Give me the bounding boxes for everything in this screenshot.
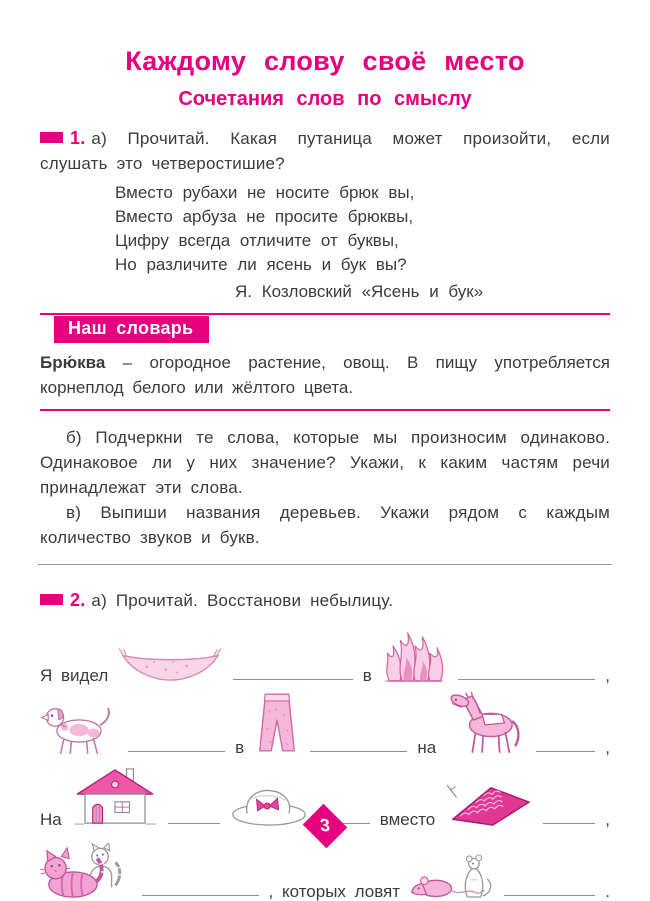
line2-text: на	[417, 738, 437, 757]
mice-illustration	[410, 853, 494, 899]
exercise2-number: 2.	[70, 590, 86, 610]
horse-illustration	[446, 691, 526, 755]
exercise1-number: 1.	[70, 128, 86, 148]
lake-illustration	[118, 643, 223, 683]
line3-text: На	[40, 810, 62, 829]
task-marker	[40, 132, 63, 143]
poem-attribution: Я. Козловский «Ясень и бук»	[235, 282, 484, 301]
poem-line: Вместо арбуза не просите брюквы,	[115, 207, 414, 226]
answer-blank	[128, 751, 225, 752]
section-divider	[38, 564, 612, 565]
exercise2-task-a	[40, 588, 610, 613]
answer-blank	[233, 679, 353, 680]
dictionary-definition: – огородное растение, овощ. В пищу употребляется корнеплод белого или жёлтого цвета.	[40, 353, 610, 397]
poem-line: Цифру всегда отличите от буквы,	[115, 231, 399, 250]
poem-line: Вместо рубахи не носите брюк вы,	[115, 183, 415, 202]
dog-illustration	[40, 705, 118, 755]
answer-blank	[458, 679, 595, 680]
page-number: 3	[319, 815, 331, 836]
exercise2-task-a-text: а) Прочитай. Восстанови небылицу.	[91, 591, 394, 610]
exercise1-task-b: б) Подчеркни те слова, которые мы произносим одинаково. Одинаковое ли у них значение? Укажи, к каким частям речи принадлежат эти слова.	[40, 428, 610, 497]
line3-text: ,	[605, 810, 611, 829]
answer-blank	[142, 895, 259, 896]
poem	[115, 181, 610, 277]
page-title: Каждому слову своё место	[125, 46, 525, 76]
dictionary-bottom-rule	[40, 409, 610, 411]
page-number-container	[0, 811, 650, 841]
answer-blank	[310, 751, 407, 752]
answer-blank	[536, 751, 595, 752]
nebylitsa-line-1	[40, 627, 610, 685]
line2-text: ,	[605, 738, 611, 757]
nebylitsa-line-2	[40, 699, 610, 757]
task-marker	[40, 594, 63, 605]
page-subtitle: Сочетания слов по смыслу	[178, 88, 472, 110]
line1-text: ,	[605, 666, 610, 685]
line4-text: .	[605, 882, 610, 901]
line4-text: , которых ловят	[268, 882, 401, 901]
line1-text: в	[362, 666, 372, 685]
trousers-illustration	[254, 691, 300, 755]
line2-text: в	[235, 738, 245, 757]
line3-text: вместо	[379, 810, 436, 829]
answer-blank	[504, 895, 595, 896]
nebylitsa-line-4	[40, 843, 610, 901]
exercise1-task-a-text: а) Прочитай. Какая путаница может произойти, если слушать это четверостишие?	[40, 129, 610, 173]
exercise1-task-c: в) Выпиши названия деревьев. Укажи рядом с каждым количество звуков и букв.	[40, 503, 610, 547]
exercise1-task-a	[40, 126, 610, 176]
dictionary-label: Наш словарь	[54, 316, 209, 343]
fire-illustration	[382, 629, 448, 683]
poem-line: Но различите ли ясень и бук вы?	[115, 255, 407, 274]
cats-illustration	[40, 843, 132, 899]
dictionary-term: Брю́ква	[40, 353, 106, 372]
line1-text: Я видел	[40, 666, 109, 685]
dictionary-entry	[40, 350, 610, 400]
